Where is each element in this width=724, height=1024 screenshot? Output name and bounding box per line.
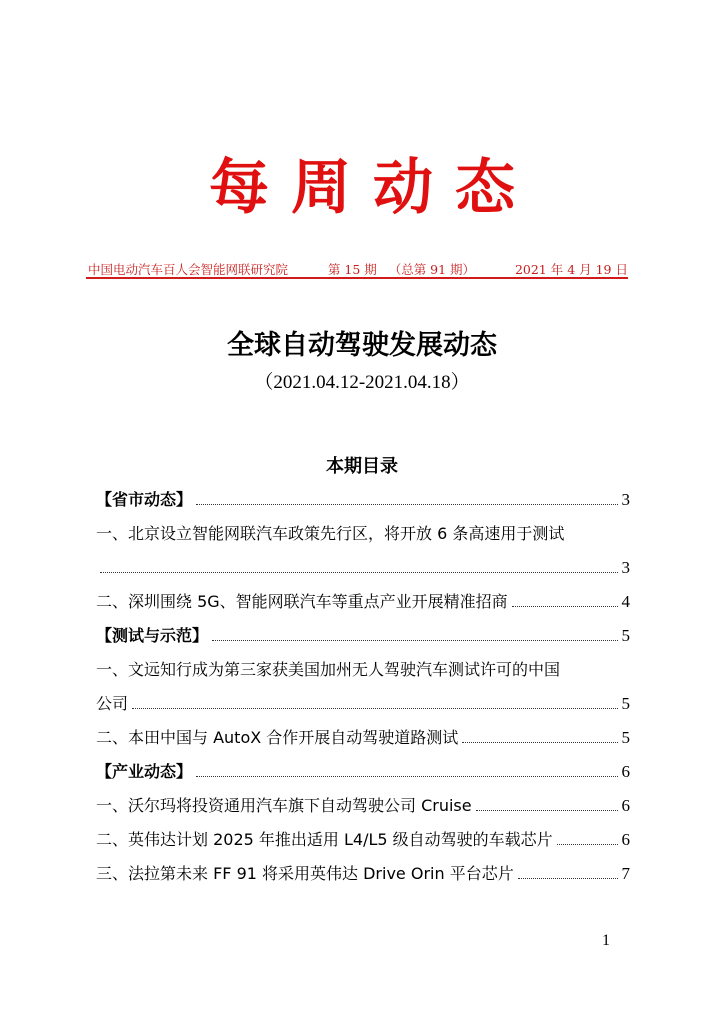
toc-leader xyxy=(212,640,617,641)
report-date-range: （2021.04.12-2021.04.18） xyxy=(254,372,470,393)
masthead-title: 每周动态 xyxy=(209,153,537,223)
toc-leader xyxy=(132,708,617,709)
toc-entry[interactable] xyxy=(96,714,630,748)
toc-entry[interactable] xyxy=(96,510,630,578)
toc-entry[interactable] xyxy=(96,612,630,646)
issue-org: 中国电动汽车百人会智能网联研究院 xyxy=(88,262,289,277)
toc-entry-text: 【产业动态】 xyxy=(96,762,193,781)
toc-entry[interactable] xyxy=(96,646,630,714)
toc-entry[interactable] xyxy=(96,816,630,850)
toc-entry-page: 6 xyxy=(621,796,630,815)
header-rule xyxy=(86,277,628,279)
toc-entry-text: 二、本田中国与 AutoX 合作开展自动驾驶道路测试 xyxy=(96,728,459,747)
toc-entry-page: 5 xyxy=(621,694,630,713)
issue-date: 2021 年 4 月 19 日 xyxy=(514,262,628,277)
toc-entry[interactable] xyxy=(96,850,630,884)
toc-leader xyxy=(476,810,618,811)
toc-entry[interactable] xyxy=(96,578,630,612)
toc-leader xyxy=(557,844,618,845)
toc-entry-text: 二、深圳围绕 5G、智能网联汽车等重点产业开展精准招商 xyxy=(96,592,508,611)
toc-entry-text: 【省市动态】 xyxy=(96,490,193,509)
toc-leader xyxy=(518,878,618,879)
report-title: 全球自动驾驶发展动态 xyxy=(227,330,497,361)
table-of-contents xyxy=(96,476,630,884)
toc-entry-page: 6 xyxy=(621,830,630,849)
toc-entry[interactable] xyxy=(96,476,630,510)
toc-entry-text: 【测试与示范】 xyxy=(96,626,209,645)
toc-entry-page: 4 xyxy=(621,592,630,611)
toc-entry-text: 一、文远知行成为第三家获美国加州无人驾驶汽车测试许可的中国 xyxy=(96,660,561,679)
toc-title: 本期目录 xyxy=(326,456,398,477)
issue-line xyxy=(88,260,628,278)
toc-leader xyxy=(100,572,618,573)
toc-entry-page: 6 xyxy=(621,762,630,781)
toc-entry-text-cont: 公司 xyxy=(96,694,129,713)
toc-entry-text: 三、法拉第未来 FF 91 将采用英伟达 Drive Orin 平台芯片 xyxy=(96,864,514,883)
toc-leader xyxy=(196,776,617,777)
toc-entry-text: 二、英伟达计划 2025 年推出适用 L4/L5 级自动驾驶的车载芯片 xyxy=(96,830,553,849)
toc-leader xyxy=(196,504,617,505)
toc-entry-text: 一、沃尔玛将投资通用汽车旗下自动驾驶公司 Cruise xyxy=(96,796,472,815)
page-number: 1 xyxy=(602,932,610,949)
toc-leader xyxy=(462,742,617,743)
toc-leader xyxy=(512,606,618,607)
issue-total: （总第 91 期） xyxy=(388,262,476,277)
toc-entry-page: 5 xyxy=(621,728,630,747)
toc-entry-page: 7 xyxy=(621,864,630,883)
issue-number: 第 15 期 （总第 91 期） xyxy=(327,262,476,277)
toc-entry-text: 一、北京设立智能网联汽车政策先行区，将开放 6 条高速用于测试 xyxy=(96,524,565,543)
toc-entry[interactable] xyxy=(96,782,630,816)
toc-entry[interactable] xyxy=(96,748,630,782)
toc-entry-page: 3 xyxy=(621,490,630,509)
toc-entry-page: 5 xyxy=(621,626,630,645)
toc-entry-page: 3 xyxy=(621,558,630,577)
